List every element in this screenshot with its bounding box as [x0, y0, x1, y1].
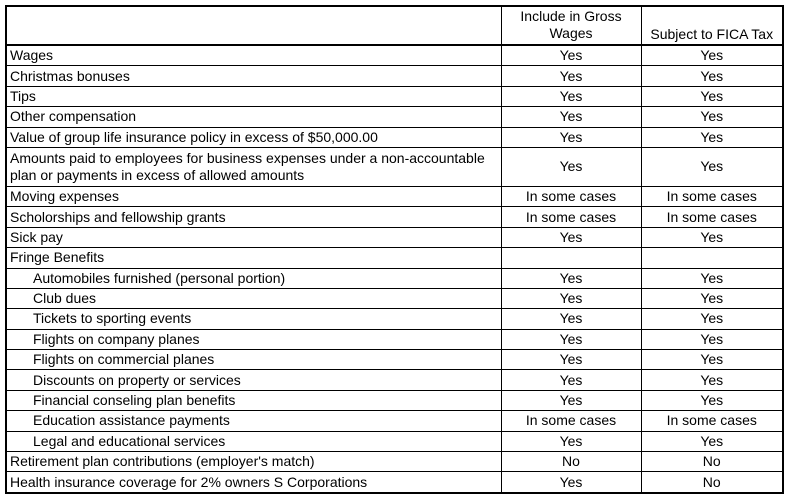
row-label: Christmas bonuses	[6, 66, 501, 86]
table-row	[6, 86, 783, 106]
row-label: Amounts paid to employees for business expenses under a non-accountable plan or payments in excess of allowed amounts	[6, 147, 501, 186]
table-row	[6, 472, 783, 493]
row-label: Flights on company planes	[6, 329, 501, 349]
wages-tax-table-container	[5, 5, 784, 494]
row-fica-value: Yes	[641, 370, 783, 390]
row-gross-value: Yes	[501, 370, 641, 390]
wages-tax-table	[5, 5, 784, 494]
row-fica-value: No	[641, 472, 783, 493]
table-row	[6, 411, 783, 431]
row-fica-value: Yes	[641, 390, 783, 410]
row-gross-value: Yes	[501, 127, 641, 147]
table-row	[6, 431, 783, 451]
table-row	[6, 309, 783, 329]
section-label-fringe-benefits: Fringe Benefits	[6, 248, 501, 268]
table-row	[6, 227, 783, 247]
row-gross-value: Yes	[501, 268, 641, 288]
row-fica-value: Yes	[641, 66, 783, 86]
row-gross-value: No	[501, 452, 641, 472]
row-gross-value: Yes	[501, 86, 641, 106]
row-fica-value: Yes	[641, 147, 783, 186]
header-row	[6, 6, 783, 45]
row-gross-value: Yes	[501, 329, 641, 349]
row-fica-value: In some cases	[641, 207, 783, 227]
row-fica-value: Yes	[641, 431, 783, 451]
row-fica-value: Yes	[641, 45, 783, 66]
row-fica-value: In some cases	[641, 411, 783, 431]
row-gross-value: Yes	[501, 472, 641, 493]
row-label: Wages	[6, 45, 501, 66]
table-row	[6, 127, 783, 147]
table-row	[6, 350, 783, 370]
row-label: Retirement plan contributions (employer's match)	[6, 452, 501, 472]
row-gross-value: Yes	[501, 288, 641, 308]
row-label: Value of group life insurance policy in excess of $50,000.00	[6, 127, 501, 147]
row-fica-value: Yes	[641, 227, 783, 247]
header-cell-gross-wages: Include in Gross Wages	[501, 6, 641, 45]
row-fica-value: Yes	[641, 329, 783, 349]
row-gross-value: In some cases	[501, 207, 641, 227]
row-label: Flights on commercial planes	[6, 350, 501, 370]
row-label: Sick pay	[6, 227, 501, 247]
table-row	[6, 329, 783, 349]
table-row	[6, 268, 783, 288]
row-label: Tickets to sporting events	[6, 309, 501, 329]
table-row	[6, 288, 783, 308]
row-label: Financial conseling plan benefits	[6, 390, 501, 410]
header-cell-fica-tax: Subject to FICA Tax	[641, 6, 783, 45]
row-label: Discounts on property or services	[6, 370, 501, 390]
table-row	[6, 390, 783, 410]
row-label: Tips	[6, 86, 501, 106]
row-gross-value: Yes	[501, 309, 641, 329]
row-gross-value: Yes	[501, 390, 641, 410]
row-gross-value: Yes	[501, 45, 641, 66]
row-gross-value: Yes	[501, 350, 641, 370]
table-row	[6, 370, 783, 390]
row-gross-value: Yes	[501, 227, 641, 247]
row-label: Automobiles furnished (personal portion)	[6, 268, 501, 288]
table-row	[6, 207, 783, 227]
row-gross-value: Yes	[501, 107, 641, 127]
row-gross-value: In some cases	[501, 411, 641, 431]
row-label: Moving expenses	[6, 186, 501, 206]
row-fica-value: Yes	[641, 350, 783, 370]
row-label: Scholorships and fellowship grants	[6, 207, 501, 227]
row-label: Other compensation	[6, 107, 501, 127]
table-row	[6, 66, 783, 86]
row-fica-value: Yes	[641, 86, 783, 106]
table-row	[6, 147, 783, 186]
row-gross-value: Yes	[501, 431, 641, 451]
row-fica-value: Yes	[641, 309, 783, 329]
fringe-benefits-section-row	[6, 248, 783, 268]
row-label: Club dues	[6, 288, 501, 308]
row-gross-value	[501, 248, 641, 268]
table-row	[6, 45, 783, 66]
row-fica-value: No	[641, 452, 783, 472]
row-label: Education assistance payments	[6, 411, 501, 431]
table-row	[6, 452, 783, 472]
header-cell-blank	[6, 6, 501, 45]
row-fica-value: Yes	[641, 127, 783, 147]
table-row	[6, 107, 783, 127]
row-label: Legal and educational services	[6, 431, 501, 451]
row-fica-value: Yes	[641, 107, 783, 127]
row-fica-value	[641, 248, 783, 268]
row-fica-value: Yes	[641, 288, 783, 308]
table-row	[6, 186, 783, 206]
row-fica-value: Yes	[641, 268, 783, 288]
row-gross-value: In some cases	[501, 186, 641, 206]
row-gross-value: Yes	[501, 66, 641, 86]
row-gross-value: Yes	[501, 147, 641, 186]
row-label: Health insurance coverage for 2% owners S Corporations	[6, 472, 501, 493]
row-fica-value: In some cases	[641, 186, 783, 206]
